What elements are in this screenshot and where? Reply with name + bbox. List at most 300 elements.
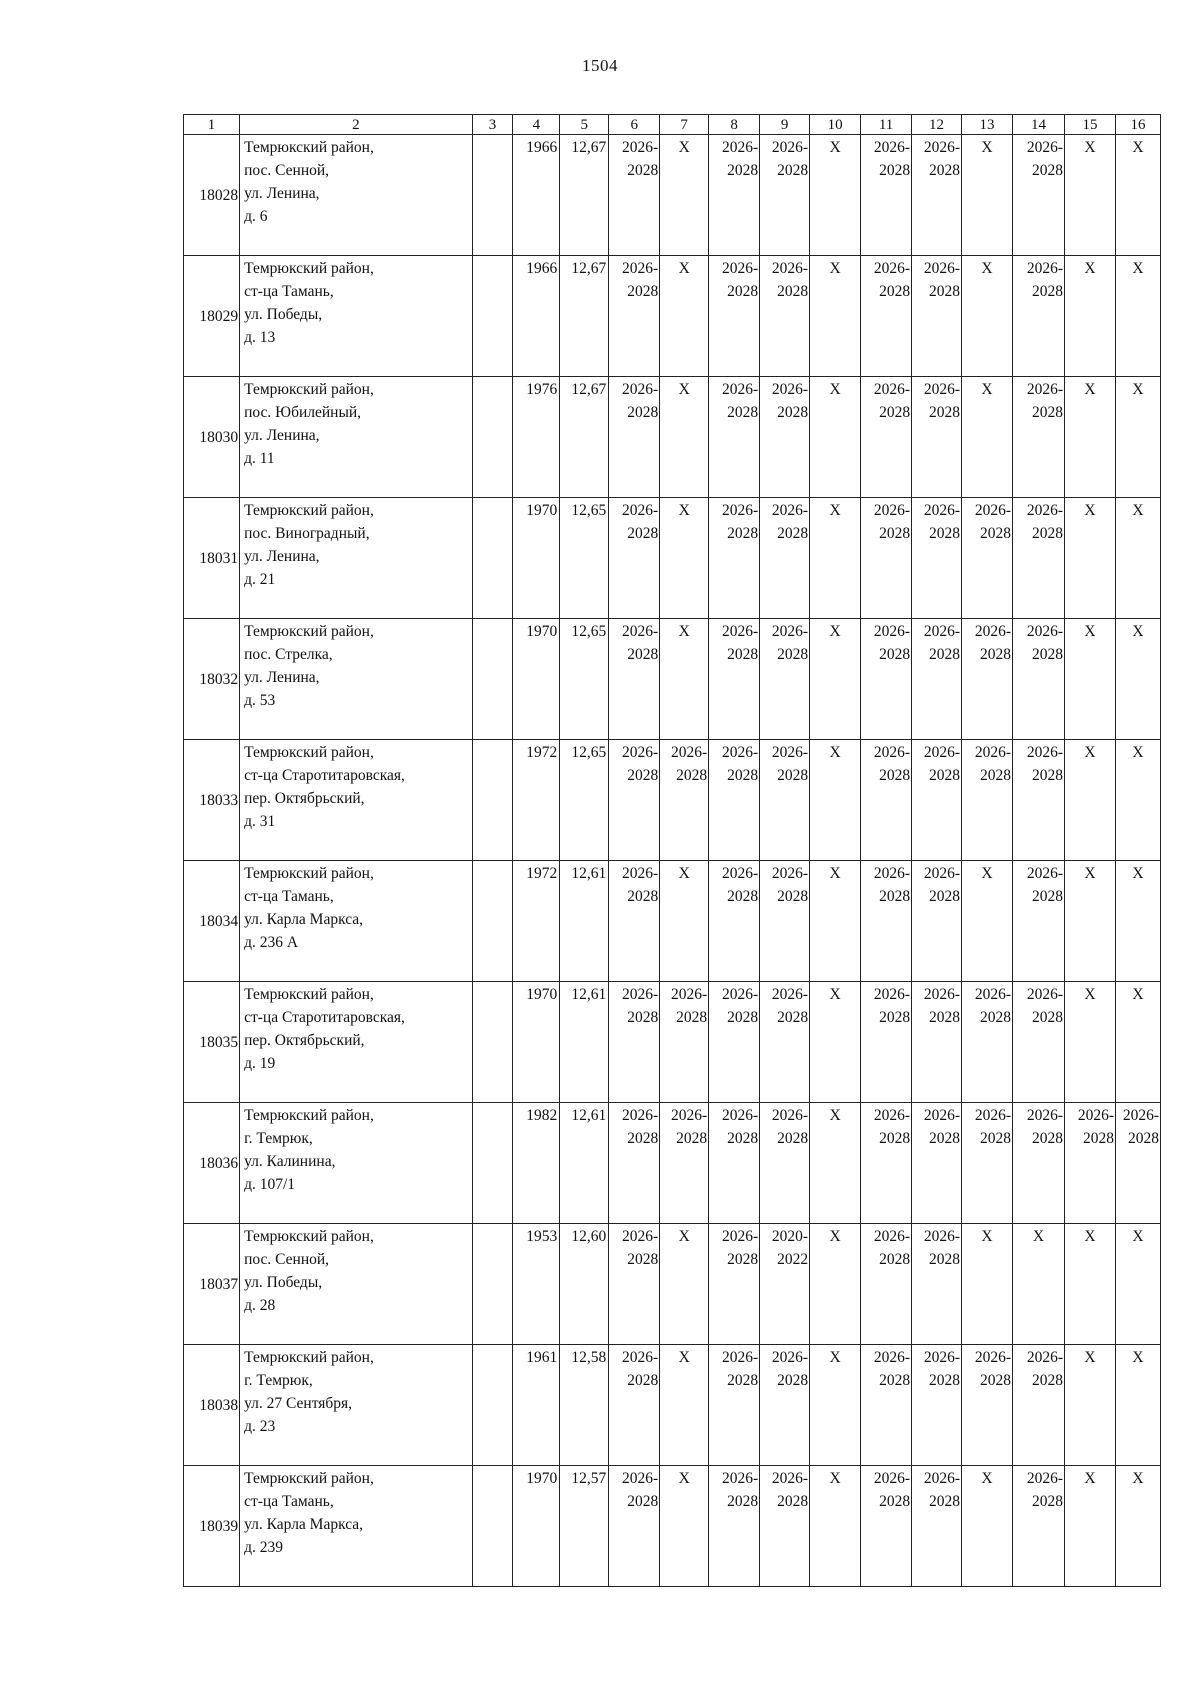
- period-line: 2028: [879, 888, 911, 905]
- address-line: ул. Калинина,: [244, 1153, 336, 1170]
- address-line: Темрюкский район,: [244, 1228, 374, 1245]
- address-line: пос. Виноградный,: [244, 525, 370, 542]
- period-line: 2028: [777, 1130, 809, 1147]
- x-mark: X: [1032, 1228, 1045, 1245]
- period-line: 2026-: [670, 1107, 708, 1124]
- address-line: Темрюкский район,: [244, 623, 374, 640]
- period-line: 2028: [929, 1130, 961, 1147]
- repair-period-cell: [912, 498, 962, 619]
- period-line: 2028: [980, 1130, 1012, 1147]
- repair-period-cell: [760, 377, 810, 498]
- repair-period-cell: [1013, 1103, 1065, 1224]
- period-line: 2026-: [771, 986, 809, 1003]
- address-line: д. 28: [244, 1297, 276, 1314]
- year-built-cell: 1972: [513, 861, 560, 982]
- repair-period-cell: [709, 740, 760, 861]
- address-cell: [240, 498, 473, 619]
- period-line: 2028: [879, 404, 911, 421]
- column-number-4: 4: [513, 115, 560, 135]
- period-line: 2026-: [670, 744, 708, 761]
- address-line: ст-ца Старотитаровская,: [244, 1009, 405, 1026]
- record-number-cell: 18033: [184, 740, 240, 861]
- not-applicable-cell: [1065, 619, 1116, 740]
- period-line: 2028: [627, 525, 659, 542]
- repair-period-cell: [1013, 256, 1065, 377]
- period-line: 2028: [1032, 646, 1064, 663]
- not-applicable-cell: [1065, 1224, 1116, 1345]
- not-applicable-cell: [1013, 1224, 1065, 1345]
- repair-period-cell: [912, 135, 962, 256]
- year-built-cell: 1966: [513, 256, 560, 377]
- period-line: 2028: [777, 646, 809, 663]
- repair-period-cell: [912, 740, 962, 861]
- period-line: 2028: [627, 646, 659, 663]
- table-row: [184, 135, 1161, 256]
- column-number-15: 15: [1065, 115, 1116, 135]
- period-line: 2026-: [873, 1228, 911, 1245]
- column-3-cell: [472, 1466, 513, 1587]
- period-line: 2026-: [1026, 381, 1064, 398]
- value-cell: 12,58: [560, 1345, 609, 1466]
- period-line: 2028: [929, 767, 961, 784]
- address-line: Темрюкский район,: [244, 1107, 374, 1124]
- period-line: 2026-: [721, 1470, 759, 1487]
- year-built-cell: 1976: [513, 377, 560, 498]
- repair-period-cell: [660, 1103, 709, 1224]
- x-mark: X: [1084, 139, 1096, 156]
- period-line: 2028: [980, 525, 1012, 542]
- repair-period-cell: [609, 740, 660, 861]
- x-mark: X: [1084, 1349, 1096, 1366]
- x-mark: X: [981, 1228, 993, 1245]
- repair-period-cell: [1013, 1466, 1065, 1587]
- address-line: д. 6: [244, 208, 268, 225]
- repair-period-cell: [1013, 861, 1065, 982]
- address-line: д. 107/1: [244, 1176, 296, 1193]
- not-applicable-cell: [962, 1466, 1013, 1587]
- repair-period-cell: [962, 740, 1013, 861]
- period-line: 2028: [879, 1493, 911, 1510]
- period-line: 2028: [727, 404, 759, 421]
- repair-period-cell: [861, 1224, 912, 1345]
- record-number-cell: 18036: [184, 1103, 240, 1224]
- period-line: 2028: [1032, 1009, 1064, 1026]
- period-line: 2026-: [721, 744, 759, 761]
- address-cell: [240, 377, 473, 498]
- repair-period-cell: [861, 377, 912, 498]
- repair-period-cell: [861, 740, 912, 861]
- period-line: 2028: [627, 404, 659, 421]
- address-line: ул. Ленина,: [244, 427, 320, 444]
- record-number-cell: 18032: [184, 619, 240, 740]
- record-number-cell: 18037: [184, 1224, 240, 1345]
- address-line: д. 21: [244, 571, 276, 588]
- repair-period-cell: [1013, 740, 1065, 861]
- x-mark: X: [829, 865, 841, 882]
- period-line: 2028: [1032, 404, 1064, 421]
- period-line: 2026-: [622, 381, 659, 398]
- repair-period-cell: [962, 1103, 1013, 1224]
- period-line: 2028: [980, 1372, 1012, 1389]
- address-line: ст-ца Тамань,: [244, 1493, 334, 1510]
- column-number-9: 9: [760, 115, 810, 135]
- address-cell: [240, 256, 473, 377]
- table-row: [184, 740, 1161, 861]
- period-line: 2026-: [721, 1107, 759, 1124]
- repair-period-cell: [861, 861, 912, 982]
- address-line: д. 53: [244, 692, 276, 709]
- address-line: Темрюкский район,: [244, 1470, 374, 1487]
- address-line: г. Темрюк,: [244, 1130, 313, 1147]
- period-line: 2026-: [622, 502, 659, 519]
- x-mark: X: [678, 381, 690, 398]
- not-applicable-cell: [1065, 377, 1116, 498]
- not-applicable-cell: [1065, 1345, 1116, 1466]
- address-line: пер. Октябрьский,: [244, 1032, 365, 1049]
- repair-period-cell: [760, 861, 810, 982]
- repair-period-cell: [1013, 498, 1065, 619]
- period-line: 2026-: [721, 381, 759, 398]
- column-3-cell: [472, 619, 513, 740]
- value-cell: 12,61: [560, 1103, 609, 1224]
- year-built-cell: 1953: [513, 1224, 560, 1345]
- address-line: г. Темрюк,: [244, 1372, 313, 1389]
- not-applicable-cell: [810, 377, 861, 498]
- record-number-cell: 18028: [184, 135, 240, 256]
- x-mark: X: [678, 1349, 690, 1366]
- period-line: 2028: [929, 1009, 961, 1026]
- period-line: 2028: [727, 283, 759, 300]
- not-applicable-cell: [660, 498, 709, 619]
- value-cell: 12,57: [560, 1466, 609, 1587]
- period-line: 2020-: [771, 1228, 809, 1245]
- x-mark: X: [829, 1349, 841, 1366]
- repair-period-cell: [709, 619, 760, 740]
- period-line: 2026-: [873, 1470, 911, 1487]
- not-applicable-cell: [1065, 498, 1116, 619]
- period-line: 2028: [1032, 162, 1064, 179]
- address-line: пер. Октябрьский,: [244, 790, 365, 807]
- repair-period-cell: [709, 1224, 760, 1345]
- period-line: 2028: [627, 1251, 659, 1268]
- table-row: [184, 498, 1161, 619]
- period-line: 2026-: [1026, 744, 1064, 761]
- repair-period-cell: [962, 619, 1013, 740]
- column-number-6: 6: [609, 115, 660, 135]
- x-mark: X: [1084, 502, 1096, 519]
- column-number-8: 8: [709, 115, 760, 135]
- x-mark: X: [981, 1470, 993, 1487]
- address-line: Темрюкский район,: [244, 381, 374, 398]
- repair-period-cell: [609, 1466, 660, 1587]
- period-line: 2026-: [721, 1349, 759, 1366]
- period-line: 2026-: [923, 865, 961, 882]
- repair-period-cell: [912, 861, 962, 982]
- period-line: 2026-: [974, 986, 1012, 1003]
- value-cell: 12,61: [560, 982, 609, 1103]
- period-line: 2026-: [974, 502, 1012, 519]
- column-number-12: 12: [912, 115, 962, 135]
- repair-period-cell: [609, 619, 660, 740]
- not-applicable-cell: [660, 377, 709, 498]
- period-line: 2028: [879, 1130, 911, 1147]
- value-cell: 12,65: [560, 740, 609, 861]
- period-line: 2026-: [622, 986, 659, 1003]
- x-mark: X: [829, 623, 841, 640]
- address-line: ул. Победы,: [244, 306, 323, 323]
- repair-period-cell: [609, 982, 660, 1103]
- period-line: 2028: [879, 646, 911, 663]
- repair-period-cell: [861, 135, 912, 256]
- period-line: 2028: [777, 1372, 809, 1389]
- period-line: 2028: [777, 283, 809, 300]
- period-line: 2026-: [1077, 1107, 1114, 1124]
- repair-period-cell: [912, 377, 962, 498]
- not-applicable-cell: [962, 135, 1013, 256]
- not-applicable-cell: [660, 861, 709, 982]
- period-line: 2026-: [771, 1470, 809, 1487]
- value-cell: 12,65: [560, 498, 609, 619]
- period-line: 2026-: [721, 260, 759, 277]
- period-line: 2026-: [721, 986, 759, 1003]
- period-line: 2026-: [771, 1107, 809, 1124]
- value-cell: 12,60: [560, 1224, 609, 1345]
- table-row: [184, 377, 1161, 498]
- period-line: 2028: [980, 767, 1012, 784]
- period-line: 2028: [1032, 1372, 1064, 1389]
- period-line: 2028: [777, 1493, 809, 1510]
- period-line: 2028: [879, 1251, 911, 1268]
- repair-period-cell: [709, 1345, 760, 1466]
- period-line: 2028: [879, 1009, 911, 1026]
- repair-period-cell: [609, 1345, 660, 1466]
- record-number-cell: 18030: [184, 377, 240, 498]
- address-cell: [240, 1466, 473, 1587]
- record-number-cell: 18029: [184, 256, 240, 377]
- address-line: пос. Сенной,: [244, 1251, 330, 1268]
- period-line: 2028: [727, 767, 759, 784]
- x-mark: X: [981, 865, 993, 882]
- not-applicable-cell: [660, 256, 709, 377]
- period-line: 2026-: [1026, 1470, 1064, 1487]
- address-line: д. 239: [244, 1539, 283, 1556]
- address-line: Темрюкский район,: [244, 260, 374, 277]
- record-number-cell: 18034: [184, 861, 240, 982]
- repair-period-cell: [962, 982, 1013, 1103]
- repair-period-cell: [760, 1345, 810, 1466]
- repair-period-cell: [1065, 1103, 1116, 1224]
- period-line: 2028: [676, 1009, 708, 1026]
- repair-period-cell: [609, 498, 660, 619]
- address-line: Темрюкский район,: [244, 502, 374, 519]
- repair-period-cell: [760, 982, 810, 1103]
- not-applicable-cell: [810, 740, 861, 861]
- repair-period-cell: [1013, 619, 1065, 740]
- not-applicable-cell: [1065, 135, 1116, 256]
- column-number-2: 2: [240, 115, 473, 135]
- not-applicable-cell: [1116, 135, 1161, 256]
- column-number-1: 1: [184, 115, 240, 135]
- period-line: 2026-: [1026, 260, 1064, 277]
- address-line: пос. Стрелка,: [244, 646, 333, 663]
- period-line: 2028: [627, 283, 659, 300]
- repair-period-cell: [609, 256, 660, 377]
- column-3-cell: [472, 135, 513, 256]
- x-mark: X: [678, 139, 690, 156]
- period-line: 2028: [727, 162, 759, 179]
- x-mark: X: [1132, 1349, 1144, 1366]
- repair-period-cell: [760, 619, 810, 740]
- repair-period-cell: [861, 498, 912, 619]
- not-applicable-cell: [660, 135, 709, 256]
- not-applicable-cell: [1065, 1466, 1116, 1587]
- address-line: ул. Победы,: [244, 1274, 323, 1291]
- address-line: ул. Карла Маркса,: [244, 911, 364, 928]
- period-line: 2026-: [771, 865, 809, 882]
- column-number-row: [184, 115, 1161, 135]
- period-line: 2028: [727, 1493, 759, 1510]
- x-mark: X: [1084, 1228, 1096, 1245]
- table-row: [184, 1345, 1161, 1466]
- not-applicable-cell: [962, 256, 1013, 377]
- period-line: 2028: [1032, 1130, 1064, 1147]
- x-mark: X: [829, 381, 841, 398]
- repair-period-cell: [861, 1345, 912, 1466]
- table-body: [184, 135, 1161, 1587]
- not-applicable-cell: [810, 1103, 861, 1224]
- year-built-cell: 1970: [513, 982, 560, 1103]
- period-line: 2028: [727, 646, 759, 663]
- address-line: Темрюкский район,: [244, 865, 374, 882]
- repair-period-cell: [609, 1224, 660, 1345]
- address-line: Темрюкский район,: [244, 744, 374, 761]
- period-line: 2026-: [1026, 139, 1064, 156]
- not-applicable-cell: [810, 135, 861, 256]
- year-built-cell: 1970: [513, 619, 560, 740]
- repair-period-cell: [709, 982, 760, 1103]
- period-line: 2028: [1032, 525, 1064, 542]
- repair-period-cell: [861, 982, 912, 1103]
- x-mark: X: [829, 1470, 841, 1487]
- x-mark: X: [1084, 744, 1096, 761]
- x-mark: X: [829, 1228, 841, 1245]
- address-line: ул. Ленина,: [244, 669, 320, 686]
- period-line: 2026-: [923, 381, 961, 398]
- record-number-cell: 18038: [184, 1345, 240, 1466]
- period-line: 2028: [627, 1493, 659, 1510]
- x-mark: X: [678, 502, 690, 519]
- period-line: 2028: [879, 1372, 911, 1389]
- repair-period-cell: [760, 1466, 810, 1587]
- value-cell: 12,61: [560, 861, 609, 982]
- address-line: Темрюкский район,: [244, 986, 374, 1003]
- column-number-13: 13: [962, 115, 1013, 135]
- x-mark: X: [1084, 986, 1096, 1003]
- x-mark: X: [1084, 865, 1096, 882]
- not-applicable-cell: [660, 619, 709, 740]
- table-row: [184, 982, 1161, 1103]
- repair-period-cell: [609, 135, 660, 256]
- column-3-cell: [472, 1103, 513, 1224]
- period-line: 2026-: [923, 623, 961, 640]
- period-line: 2026-: [974, 1107, 1012, 1124]
- table-row: [184, 1103, 1161, 1224]
- not-applicable-cell: [1116, 861, 1161, 982]
- address-line: ул. Ленина,: [244, 548, 320, 565]
- repair-period-cell: [1013, 377, 1065, 498]
- not-applicable-cell: [962, 377, 1013, 498]
- period-line: 2026-: [873, 381, 911, 398]
- x-mark: X: [678, 1470, 690, 1487]
- period-line: 2028: [627, 888, 659, 905]
- year-built-cell: 1982: [513, 1103, 560, 1224]
- address-line: Темрюкский район,: [244, 139, 374, 156]
- repair-period-cell: [609, 1103, 660, 1224]
- repair-period-cell: [912, 1345, 962, 1466]
- period-line: 2028: [1128, 1130, 1159, 1147]
- table-row: [184, 861, 1161, 982]
- x-mark: X: [829, 744, 841, 761]
- address-cell: [240, 740, 473, 861]
- period-line: 2026-: [622, 1107, 659, 1124]
- period-line: 2026-: [670, 986, 708, 1003]
- column-3-cell: [472, 861, 513, 982]
- repair-period-cell: [861, 619, 912, 740]
- period-line: 2026-: [771, 502, 809, 519]
- period-line: 2026-: [622, 260, 659, 277]
- repair-period-cell: [912, 1466, 962, 1587]
- period-line: 2026-: [873, 260, 911, 277]
- column-3-cell: [472, 377, 513, 498]
- period-line: 2026-: [923, 1349, 961, 1366]
- column-3-cell: [472, 498, 513, 619]
- address-cell: [240, 982, 473, 1103]
- x-mark: X: [678, 623, 690, 640]
- period-line: 2028: [929, 1251, 961, 1268]
- period-line: 2026-: [721, 139, 759, 156]
- address-line: ул. 27 Сентября,: [244, 1395, 353, 1412]
- address-cell: [240, 1345, 473, 1466]
- not-applicable-cell: [1065, 861, 1116, 982]
- period-line: 2028: [1032, 283, 1064, 300]
- not-applicable-cell: [810, 619, 861, 740]
- column-3-cell: [472, 982, 513, 1103]
- address-line: д. 13: [244, 329, 276, 346]
- period-line: 2026-: [1026, 1107, 1064, 1124]
- x-mark: X: [678, 1228, 690, 1245]
- value-cell: 12,67: [560, 377, 609, 498]
- x-mark: X: [981, 381, 993, 398]
- repair-period-cell: [912, 1224, 962, 1345]
- period-line: 2026-: [873, 865, 911, 882]
- period-line: 2028: [727, 525, 759, 542]
- period-line: 2026-: [1122, 1107, 1159, 1124]
- x-mark: X: [1132, 1470, 1144, 1487]
- period-line: 2026-: [721, 1228, 759, 1245]
- x-mark: X: [829, 260, 841, 277]
- x-mark: X: [1132, 986, 1144, 1003]
- period-line: 2026-: [923, 260, 961, 277]
- x-mark: X: [678, 260, 690, 277]
- period-line: 2026-: [923, 1107, 961, 1124]
- period-line: 2028: [727, 1251, 759, 1268]
- record-number-cell: 18031: [184, 498, 240, 619]
- period-line: 2028: [929, 525, 961, 542]
- repair-period-cell: [861, 1466, 912, 1587]
- period-line: 2028: [627, 162, 659, 179]
- period-line: 2026-: [873, 1107, 911, 1124]
- not-applicable-cell: [1065, 740, 1116, 861]
